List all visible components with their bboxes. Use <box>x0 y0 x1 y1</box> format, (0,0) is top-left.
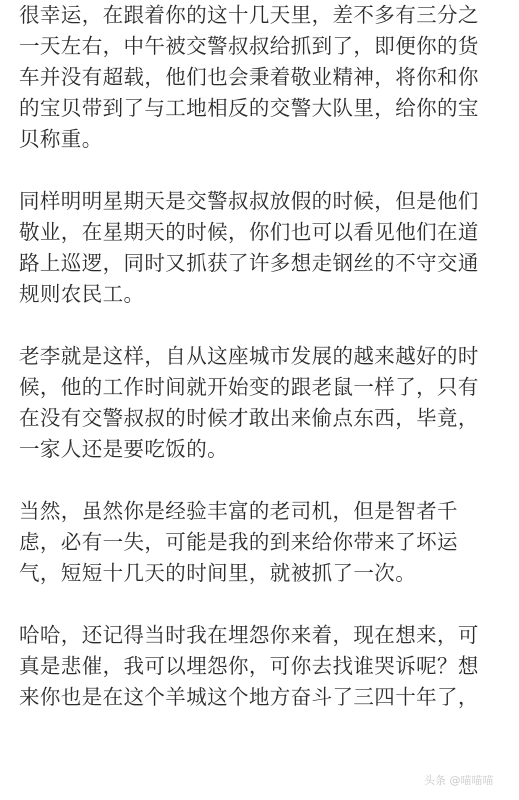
text-line: 真是悲催，我可以埋怨你，可你去找谁哭诉呢？想 <box>19 654 479 678</box>
text-line: 一天左右，中午被交警叔叔给抓到了，即便你的货 <box>19 34 479 58</box>
text-line: 车并没有超载，他们也会秉着敬业精神，将你和你 <box>19 65 479 89</box>
text-line: 哈哈，还记得当时我在埋怨你来着，现在想来，可 <box>19 623 479 647</box>
article-body <box>19 0 509 713</box>
text-line: 贝称重。 <box>19 127 103 151</box>
text-line: 一家人还是要吃饭的。 <box>19 437 228 461</box>
text-line: 敬业，在星期天的时候，你们也可以看见他们在道 <box>19 220 479 244</box>
paragraph-gap <box>19 310 509 341</box>
text-line: 气，短短十几天的时间里，就被抓了一次。 <box>19 561 417 585</box>
text-line: 候，他的工作时间就开始变的跟老鼠一样了，只有 <box>19 375 479 399</box>
text-line: 当然，虽然你是经验丰富的老司机，但是智者千 <box>19 499 458 523</box>
text-line: 在没有交警叔叔的时候才敢出来偷点东西，毕竟， <box>19 406 479 430</box>
text-line: 路上巡逻，同时又抓获了许多想走钢丝的不守交通 <box>19 251 479 275</box>
paragraph-gap <box>19 155 509 186</box>
text-line: 的宝贝带到了与工地相反的交警大队里，给你的宝 <box>19 96 479 120</box>
text-line: 很幸运，在跟着你的这十几天里，差不多有三分之 <box>19 3 479 27</box>
text-line: 同样明明星期天是交警叔叔放假的时候，但是他们 <box>19 189 479 213</box>
text-line: 老李就是这样，自从这座城市发展的越来越好的时 <box>19 344 479 368</box>
paragraph-gap <box>19 465 509 496</box>
text-line: 规则农民工。 <box>19 282 145 306</box>
text-line: 来你也是在这个羊城这个地方奋斗了三四十年了， <box>19 685 479 709</box>
paragraph-4 <box>19 496 509 589</box>
watermark: 头条 @喵喵喵 <box>424 774 494 787</box>
paragraph-5 <box>19 620 509 713</box>
paragraph-gap <box>19 589 509 620</box>
paragraph-2 <box>19 186 509 310</box>
paragraph-1 <box>19 0 509 155</box>
text-line: 虑，必有一失，可能是我的到来给你带来了坏运 <box>19 530 458 554</box>
paragraph-3 <box>19 341 509 465</box>
